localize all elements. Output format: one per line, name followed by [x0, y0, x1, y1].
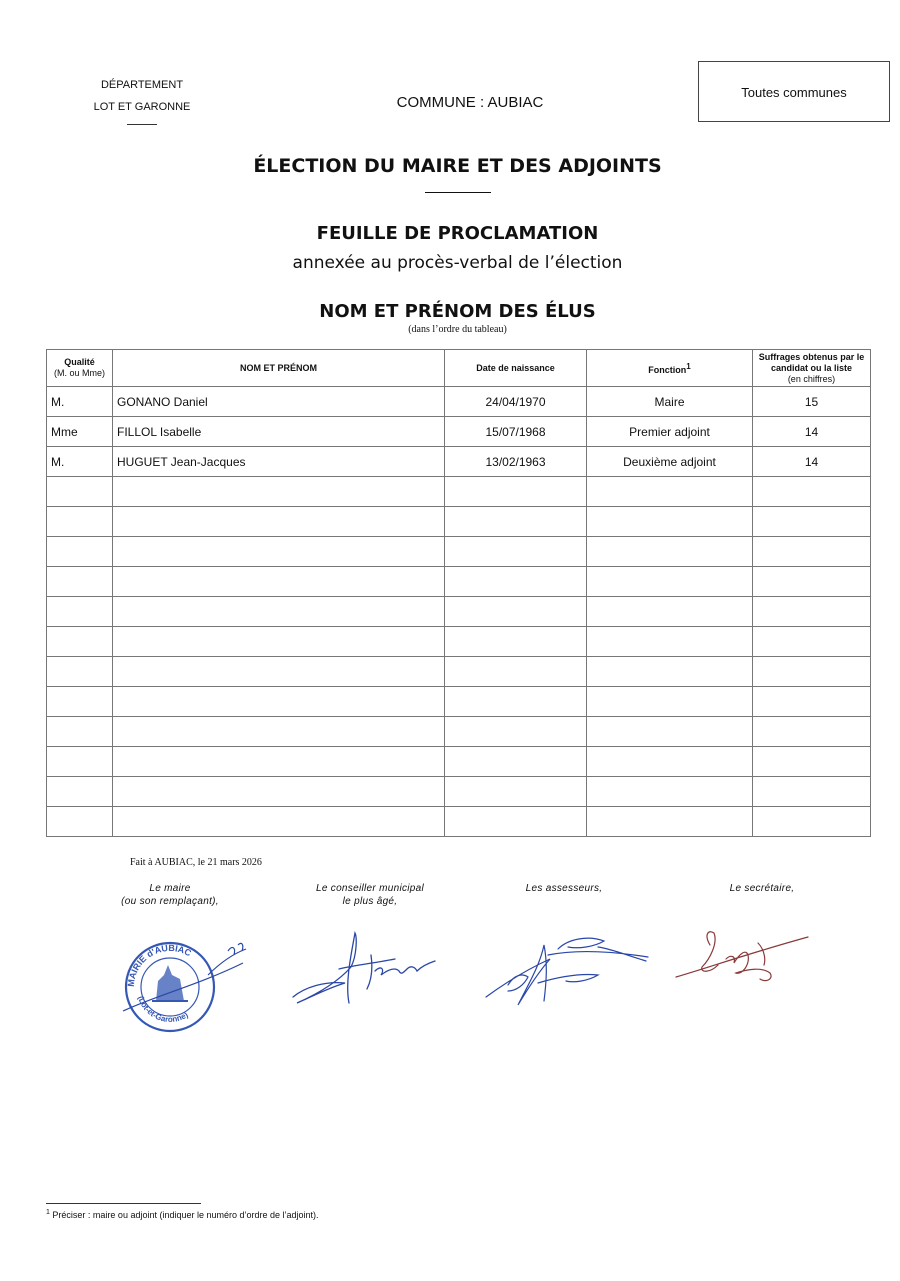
cell-qualite	[47, 507, 113, 537]
cell-fonction	[587, 777, 753, 807]
cell-nom	[113, 777, 445, 807]
cell-nom	[113, 687, 445, 717]
cell-qualite	[47, 567, 113, 597]
cell-fonction: Deuxième adjoint	[587, 447, 753, 477]
sig-conseiller-line1: Le conseiller municipal	[315, 883, 425, 894]
fait-a-line: Fait à AUBIAC, le 21 mars 2026	[130, 857, 262, 868]
cell-suffrages: 14	[753, 417, 871, 447]
cell-nom: FILLOL Isabelle	[113, 417, 445, 447]
cell-fonction	[587, 687, 753, 717]
cell-fonction	[587, 567, 753, 597]
table-row	[47, 807, 871, 837]
cell-nom	[113, 627, 445, 657]
cell-suffrages	[753, 717, 871, 747]
cell-suffrages	[753, 477, 871, 507]
department-name: LOT ET GARONNE	[93, 101, 191, 113]
footnote-divider	[46, 1203, 201, 1204]
cell-suffrages	[753, 537, 871, 567]
cell-qualite	[47, 717, 113, 747]
table-row	[47, 777, 871, 807]
signature-label-secretaire: Le secrétaire,	[729, 883, 795, 894]
cell-nom	[113, 747, 445, 777]
cell-fonction	[587, 627, 753, 657]
elected-table	[46, 349, 871, 837]
header-fonction-note: 1	[686, 361, 691, 371]
header-fonction-label: Fonction	[648, 364, 687, 375]
cell-nom	[113, 807, 445, 837]
table-row	[47, 747, 871, 777]
table-row	[47, 447, 871, 477]
cell-date	[445, 537, 587, 567]
cell-qualite	[47, 537, 113, 567]
cell-fonction	[587, 597, 753, 627]
toutes-communes-box: Toutes communes	[698, 61, 890, 122]
header-qualite	[47, 350, 113, 387]
elected-section-note: (dans l’ordre du tableau)	[408, 324, 507, 335]
table-header-row	[47, 350, 871, 387]
seal-text-bottom: (Lot-et-Garonne)	[136, 994, 190, 1024]
cell-date	[445, 777, 587, 807]
cell-nom	[113, 597, 445, 627]
footnote-text: Préciser : maire ou adjoint (indiquer le numéro d’ordre de l’adjoint).	[52, 1210, 319, 1220]
cell-date: 24/04/1970	[445, 387, 587, 417]
cell-date	[445, 597, 587, 627]
commune-title: COMMUNE : AUBIAC	[396, 94, 544, 111]
table-row	[47, 687, 871, 717]
cell-qualite	[47, 687, 113, 717]
cell-suffrages: 15	[753, 387, 871, 417]
cell-date	[445, 717, 587, 747]
department-divider	[127, 124, 157, 125]
cell-fonction	[587, 717, 753, 747]
cell-date: 15/07/1968	[445, 417, 587, 447]
table-row	[47, 387, 871, 417]
title-divider	[425, 192, 491, 193]
cell-qualite: Mme	[47, 417, 113, 447]
cell-suffrages	[753, 777, 871, 807]
cell-nom	[113, 657, 445, 687]
cell-suffrages	[753, 627, 871, 657]
cell-qualite: M.	[47, 387, 113, 417]
sig-maire-line2: (ou son remplaçant),	[121, 896, 219, 907]
cell-nom	[113, 537, 445, 567]
header-qualite-sub: (M. ou Mme)	[53, 368, 105, 378]
footnote-mark: 1	[46, 1209, 50, 1216]
signature-label-conseiller	[290, 882, 450, 908]
cell-suffrages	[753, 747, 871, 777]
signature-conseiller	[285, 925, 445, 1010]
cell-suffrages	[753, 507, 871, 537]
cell-nom	[113, 567, 445, 597]
table-row	[47, 477, 871, 507]
signature-label-assesseurs: Les assesseurs,	[525, 883, 603, 894]
cell-qualite	[47, 807, 113, 837]
sig-maire-line1: Le maire	[149, 883, 191, 894]
cell-nom	[113, 477, 445, 507]
cell-fonction	[587, 507, 753, 537]
department-block	[82, 74, 202, 125]
cell-nom	[113, 507, 445, 537]
cell-suffrages	[753, 567, 871, 597]
cell-suffrages: 14	[753, 447, 871, 477]
cell-nom: GONANO Daniel	[113, 387, 445, 417]
cell-qualite	[47, 477, 113, 507]
header-suffrages-sub: (en chiffres)	[787, 373, 836, 384]
signature-secretaire	[670, 925, 815, 990]
cell-fonction: Maire	[587, 387, 753, 417]
header-qualite-label: Qualité	[64, 357, 95, 367]
annex-subtitle: annexée au procès-verbal de l’élection	[292, 253, 623, 273]
cell-suffrages	[753, 657, 871, 687]
cell-qualite	[47, 777, 113, 807]
cell-qualite	[47, 747, 113, 777]
sig-conseiller-line2: le plus âgé,	[342, 896, 398, 907]
cell-fonction	[587, 537, 753, 567]
cell-qualite: M.	[47, 447, 113, 477]
cell-date	[445, 807, 587, 837]
header-nom: NOM ET PRÉNOM	[113, 350, 445, 387]
cell-suffrages	[753, 597, 871, 627]
table-row	[47, 627, 871, 657]
proclamation-title: FEUILLE DE PROCLAMATION	[316, 223, 599, 244]
cell-nom: HUGUET Jean-Jacques	[113, 447, 445, 477]
table-row	[47, 657, 871, 687]
table-row	[47, 537, 871, 567]
cell-date	[445, 657, 587, 687]
cell-date: 13/02/1963	[445, 447, 587, 477]
signature-label-maire	[90, 882, 250, 908]
footnote	[46, 1209, 319, 1220]
seal-text-top: MAIRIE d'AUBIAC	[125, 942, 193, 988]
header-suffrages	[753, 350, 871, 387]
cell-fonction	[587, 807, 753, 837]
cell-fonction	[587, 747, 753, 777]
cell-date	[445, 627, 587, 657]
table-row	[47, 567, 871, 597]
cell-date	[445, 687, 587, 717]
table-row	[47, 597, 871, 627]
cell-qualite	[47, 627, 113, 657]
cell-fonction	[587, 477, 753, 507]
cell-fonction: Premier adjoint	[587, 417, 753, 447]
signature-assesseurs	[478, 925, 653, 1010]
department-label: DÉPARTEMENT	[100, 79, 184, 91]
table-row	[47, 507, 871, 537]
election-title: ÉLECTION DU MAIRE ET DES ADJOINTS	[253, 155, 662, 177]
header-fonction	[587, 350, 753, 387]
cell-suffrages	[753, 807, 871, 837]
cell-suffrages	[753, 687, 871, 717]
mairie-seal-stamp	[118, 935, 253, 1035]
header-suffrages-label: Suffrages obtenus par le candidat ou la liste	[758, 351, 865, 373]
cell-date	[445, 747, 587, 777]
cell-qualite	[47, 597, 113, 627]
cell-nom	[113, 717, 445, 747]
cell-qualite	[47, 657, 113, 687]
cell-fonction	[587, 657, 753, 687]
cell-date	[445, 477, 587, 507]
table-row	[47, 717, 871, 747]
header-date: Date de naissance	[445, 350, 587, 387]
cell-date	[445, 567, 587, 597]
cell-date	[445, 507, 587, 537]
elected-section-title: NOM ET PRÉNOM DES ÉLUS	[319, 301, 596, 322]
table-row	[47, 417, 871, 447]
